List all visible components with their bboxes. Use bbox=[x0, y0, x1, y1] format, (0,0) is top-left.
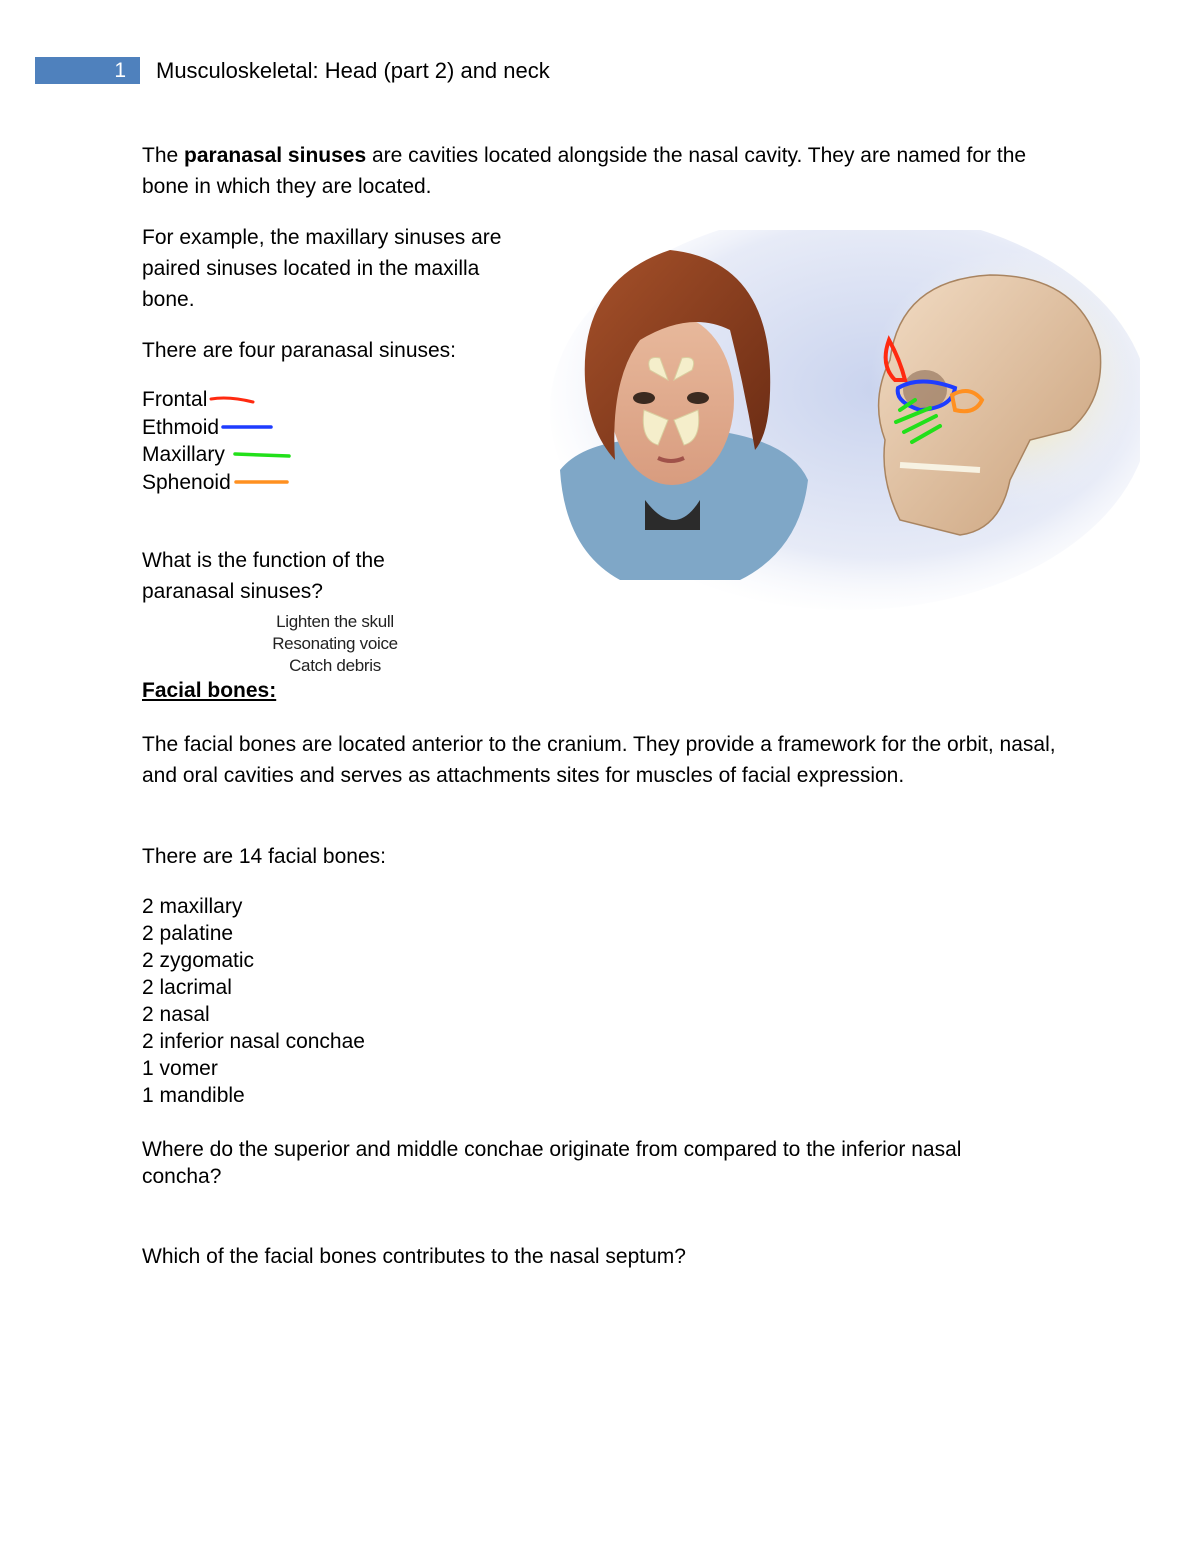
maxillary-color-mark bbox=[227, 449, 293, 461]
intro-term: paranasal sinuses bbox=[184, 144, 367, 167]
facial-bones-heading: Facial bones: bbox=[142, 679, 277, 702]
list-item: 2 palatine bbox=[142, 922, 234, 945]
sinus-name: Maxillary bbox=[142, 443, 225, 466]
page-number: 1 bbox=[114, 59, 126, 82]
sinus-item-frontal bbox=[142, 386, 293, 414]
conchae-question: Where do the superior and middle conchae originate from compared to the inferior nasal concha? bbox=[142, 1138, 962, 1188]
intro-text-end: are cavities located alongside the nasal cavity. They are named for the bone in which they are located. bbox=[142, 144, 1027, 198]
sphenoid-color-mark bbox=[233, 476, 291, 488]
list-item: 1 vomer bbox=[142, 1057, 218, 1080]
list-item: 2 zygomatic bbox=[142, 949, 255, 972]
list-item: 2 inferior nasal conchae bbox=[142, 1030, 365, 1053]
intro-paragraph bbox=[142, 140, 1042, 202]
sinus-item-maxillary bbox=[142, 441, 293, 469]
four-sinuses-text: There are four paranasal sinuses: bbox=[142, 339, 457, 362]
header-bar bbox=[35, 57, 140, 84]
answer-item: Resonating voice bbox=[272, 634, 398, 653]
frontal-color-mark bbox=[209, 394, 257, 406]
sinus-item-ethmoid bbox=[142, 414, 293, 442]
function-answers bbox=[235, 611, 435, 677]
left-eye bbox=[633, 392, 655, 404]
facial-bones-description: The facial bones are located anterior to the cranium. They provide a framework for the orbit, nasal, and oral cavities and serves as attachments sites for muscles of facial expression. bbox=[142, 733, 1056, 787]
sinus-list bbox=[142, 386, 293, 496]
sinus-item-sphenoid bbox=[142, 469, 293, 497]
facial-bones-list bbox=[142, 893, 365, 1109]
sinus-name: Ethmoid bbox=[142, 415, 220, 439]
facial-bones-count: There are 14 facial bones: bbox=[142, 845, 386, 868]
list-item: 2 maxillary bbox=[142, 895, 243, 918]
septum-question: Which of the facial bones contributes to the nasal septum? bbox=[142, 1245, 686, 1268]
sinus-name: Frontal bbox=[142, 388, 208, 411]
answer-item: Lighten the skull bbox=[276, 612, 394, 631]
right-eye bbox=[687, 392, 709, 404]
ethmoid-color-mark bbox=[221, 421, 275, 433]
answer-item: Catch debris bbox=[289, 656, 381, 675]
list-item: 2 lacrimal bbox=[142, 976, 232, 999]
example-paragraph: For example, the maxillary sinuses are paired sinuses located in the maxilla bone. bbox=[142, 226, 502, 311]
intro-text-start: The bbox=[142, 144, 185, 167]
sinus-name: Sphenoid bbox=[142, 470, 231, 494]
list-item: 2 nasal bbox=[142, 1003, 210, 1026]
sinus-illustration bbox=[540, 230, 1140, 620]
page-title: Musculoskeletal: Head (part 2) and neck bbox=[156, 58, 550, 83]
function-question: What is the function of the paranasal sinuses? bbox=[142, 549, 385, 603]
list-item: 1 mandible bbox=[142, 1084, 245, 1107]
